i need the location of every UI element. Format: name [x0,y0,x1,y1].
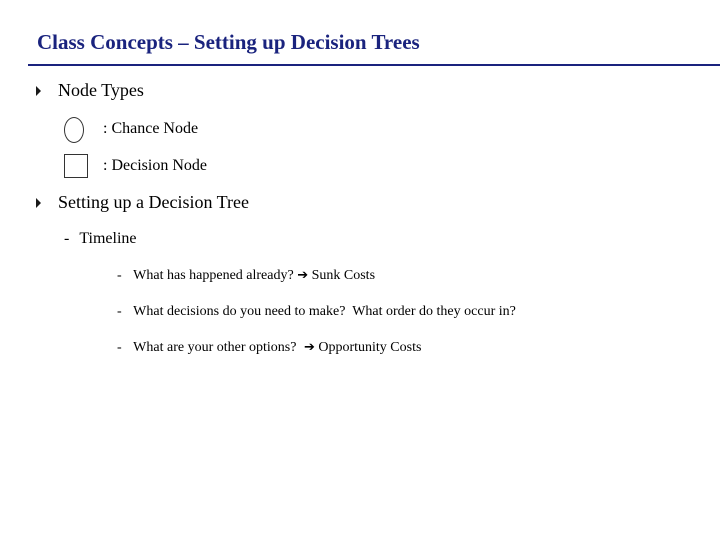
slide-title: Class Concepts – Setting up Decision Trees [37,30,420,54]
bullet-arrow-icon [36,198,41,208]
item-dash: - [117,304,122,319]
decision-node-label: : Decision Node [103,157,207,174]
title-divider [28,64,720,66]
bullet-text: Node Types [58,80,144,100]
item-text: What are your other options? [133,340,297,355]
item-text: What has happened already? [133,268,294,283]
item-after-text: Opportunity Costs [318,340,422,355]
chance-node-label: : Chance Node [103,120,199,137]
bullet-arrow-icon [36,86,41,96]
timeline-item-1 [117,268,375,284]
decision-node-square-icon [64,154,88,178]
chance-node-circle-icon [64,117,84,143]
timeline-item-3 [117,340,421,356]
item-text: What decisions do you need to make? What order do they occur in? [133,304,516,319]
bullet-setting-up [58,192,249,212]
subitem-dash: - [64,230,70,247]
item-dash: - [117,268,122,283]
item-after-text: Sunk Costs [311,268,376,283]
timeline-item-2 [117,304,516,320]
bullet-text: Setting up a Decision Tree [58,192,249,212]
right-arrow-icon: ➔ [303,340,315,355]
bullet-node-types [58,80,144,100]
right-arrow-icon: ➔ [297,268,309,283]
subitem-text: Timeline [79,230,137,247]
timeline-subitem [64,230,137,248]
item-dash: - [117,340,122,355]
